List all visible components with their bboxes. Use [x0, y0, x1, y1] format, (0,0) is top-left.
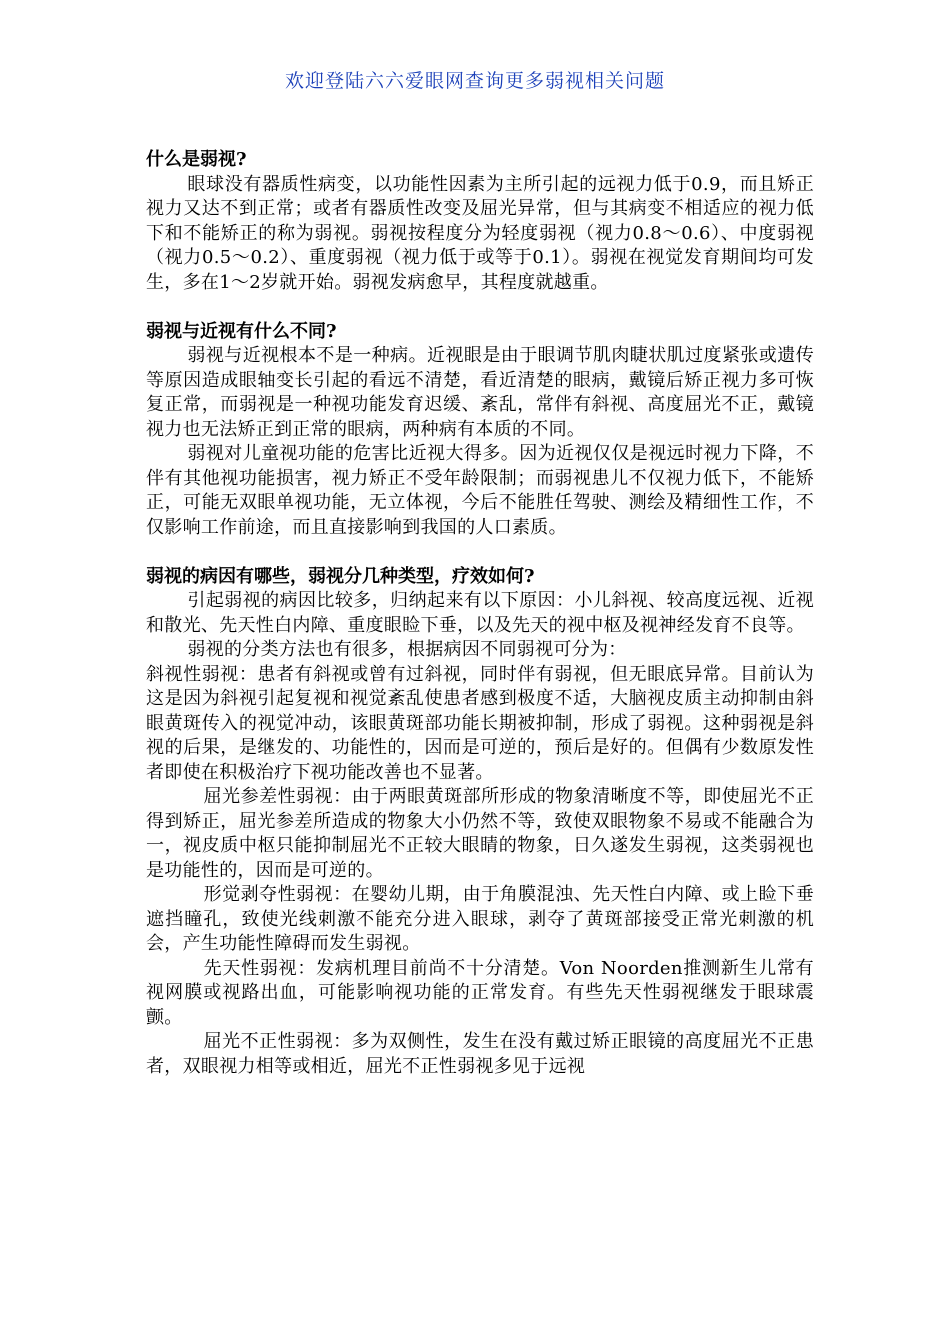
type-refractive: 屈光不正性弱视：多为双侧性，发生在没有戴过矫正眼镜的高度屈光不正患者，双眼视力相等或相近，屈光不正性弱视多见于远视	[146, 1031, 814, 1077]
section-heading: 弱视与近视有什么不同?	[146, 320, 337, 342]
type-anisometropic: 屈光参差性弱视：由于两眼黄斑部所形成的物象清晰度不等，即使屈光不正得到矫正，屈光参差所造成的物象大小仍然不等，致使双眼物象不易或不能融合为一，视皮质中枢只能抑制屈光不正较大眼睛的物象，日久遂发生弱视，这类弱视也是功能性的，因而是可逆的。	[146, 786, 814, 881]
type-congenital: 先天性弱视：发病机理目前尚不十分清楚。Von Noorden推测新生儿常有视网膜或视路出血，可能影响视功能的正常发育。有些先天性弱视继发于眼球震颤。	[146, 957, 814, 1028]
article-body	[146, 148, 814, 1079]
section-heading: 什么是弱视?	[146, 149, 247, 170]
paragraph: 弱视对儿童视功能的危害比近视大得多。因为近视仅仅是视远时视力下降，不伴有其他视功能损害，视力矫正不受年龄限制；而弱视患儿不仅视力低下，不能矫正，可能无双眼单视功能，无立体视，今后不能胜任驾驶、测绘及精细性工作，不仅影响工作前途，而且直接影响到我国的人口素质。	[146, 443, 814, 538]
paragraph: 引起弱视的病因比较多，归纳起来有以下原因：小儿斜视、较高度远视、近视和散光、先天性白内障、重度眼睑下垂，以及先天的视中枢及视神经发育不良等。	[146, 590, 814, 636]
paragraph: 弱视的分类方法也有很多，根据病因不同弱视可分为：	[187, 639, 627, 660]
type-strabismic: 斜视性弱视：患者有斜视或曾有过斜视，同时伴有弱视，但无眼底异常。目前认为这是因为斜视引起复视和视觉紊乱使患者感到极度不适，大脑视皮质主动抑制由斜眼黄斑传入的视觉冲动，该眼黄斑部功能长期被抑制，形成了弱视。这种弱视是斜视的后果，是继发的、功能性的，因而是可逆的，预后是好的。但偶有少数原发性者即使在积极治疗下视功能改善也不显著。	[146, 663, 814, 783]
paragraph: 弱视与近视根本不是一种病。近视眼是由于眼调节肌肉睫状肌过度紧张或遗传等原因造成眼轴变长引起的看远不清楚，看近清楚的眼病，戴镜后矫正视力多可恢复正常，而弱视是一种视功能发育迟缓、紊乱，常伴有斜视、高度屈光不正，戴镜视力也无法矫正到正常的眼病，两种病有本质的不同。	[146, 345, 814, 440]
header-link[interactable]: 欢迎登陆六六爱眼网查询更多弱视相关问题	[284, 70, 665, 92]
type-deprivation: 形觉剥夺性弱视：在婴幼儿期，由于角膜混浊、先天性白内障、或上睑下垂遮挡瞳孔，致使光线刺激不能充分进入眼球，剥夺了黄斑部接受正常光刺激的机会，产生功能性障碍而发生弱视。	[146, 884, 814, 954]
section-heading: 弱视的病因有哪些，弱视分几种类型，疗效如何?	[146, 565, 535, 587]
paragraph: 眼球没有器质性病变，以功能性因素为主所引起的远视力低于0.9，而且矫正视力又达不到正常；或者有器质性改变及屈光异常，但与其病变不相适应的视力低下和不能矫正的称为弱视。弱视按程度分为轻度弱视（视力0.8～0.6）、中度弱视（视力0.5～0.2）、重度弱视（视力低于或等于0.1）。弱视在视觉发育期间均可发生，多在1～2岁就开始。弱视发病愈早，其程度就越重。	[146, 173, 814, 293]
